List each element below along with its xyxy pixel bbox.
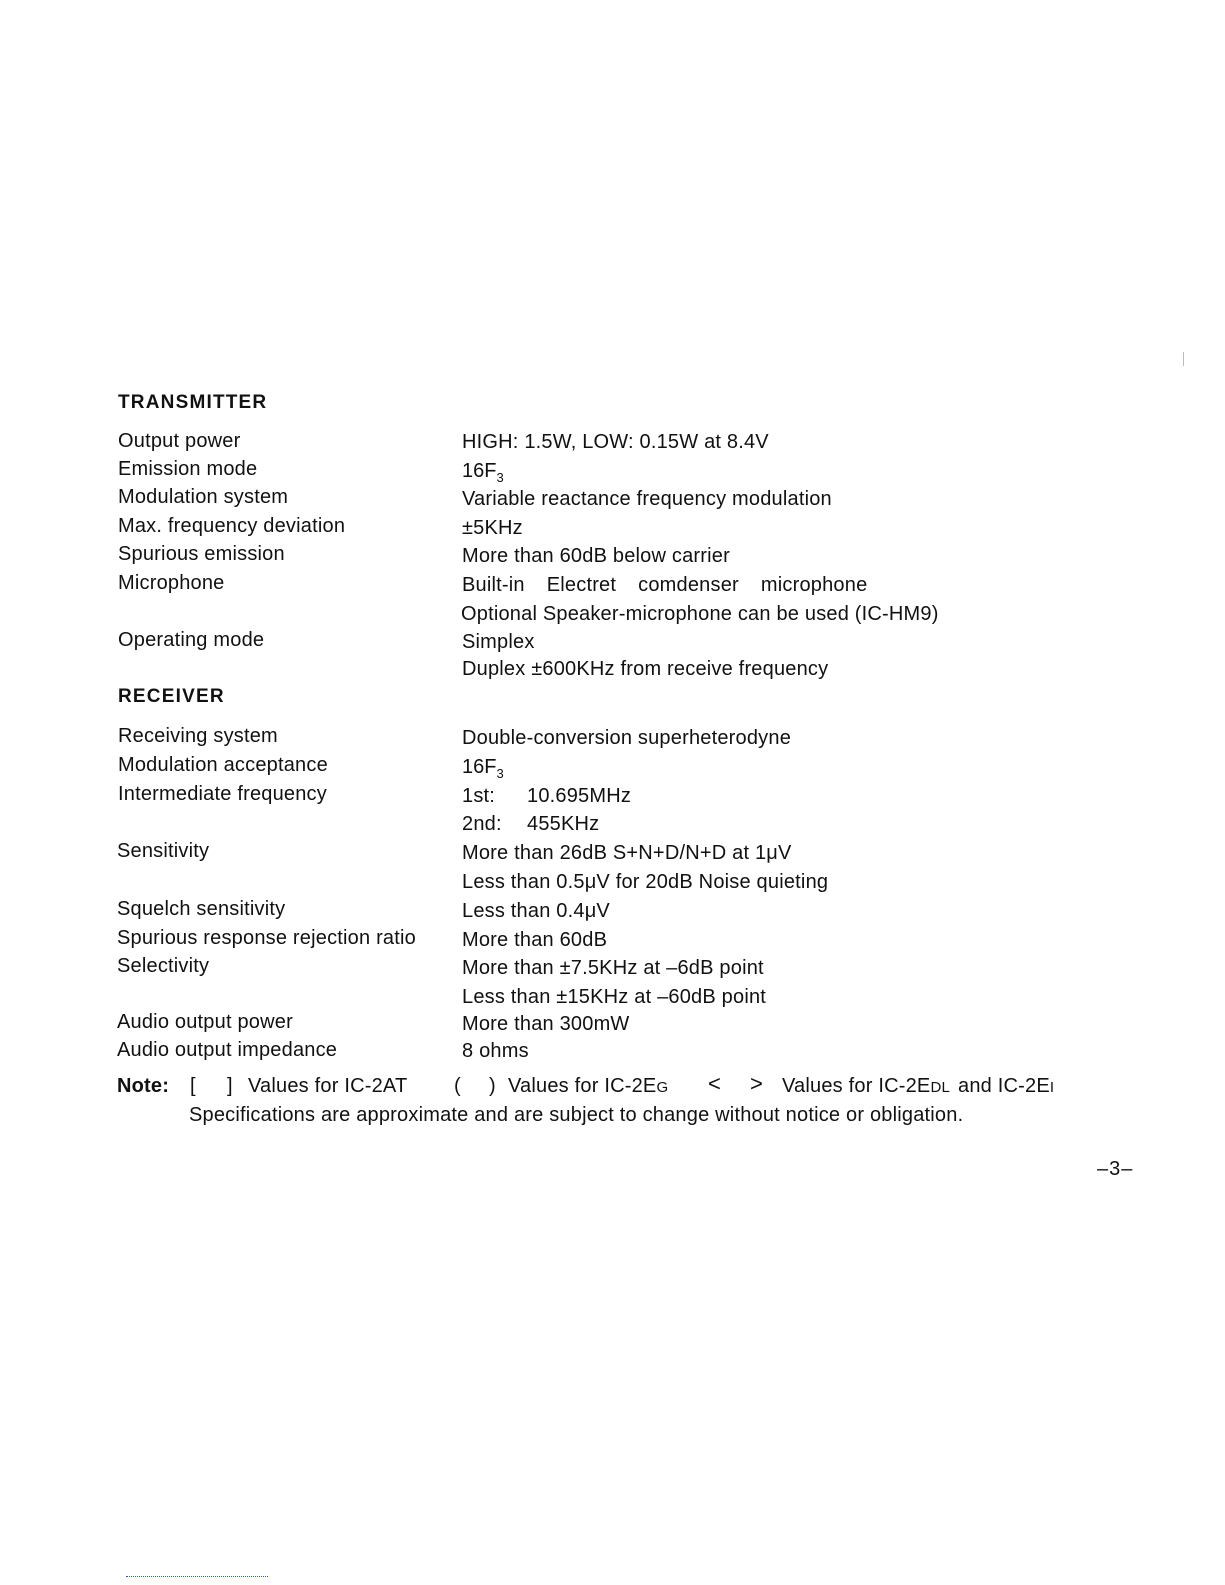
- note-paren-text-main: Values for IC-2E: [508, 1075, 657, 1097]
- value-sensitivity-2: Less than 0.5μV for 20dB Noise quieting: [462, 871, 829, 893]
- note-bracket-text: Values for IC-2AT: [248, 1075, 408, 1097]
- note-paren-text-suffix: G: [656, 1079, 669, 1096]
- label-spurious-emission: Spurious emission: [118, 543, 285, 565]
- value-operating-mode-duplex: Duplex ±600KHz from receive frequency: [462, 658, 829, 680]
- value-audio-output-power: More than 300mW: [462, 1013, 630, 1035]
- modulation-acceptance-main: 16F: [462, 756, 497, 778]
- value-squelch-sensitivity: Less than 0.4μV: [462, 900, 610, 922]
- emission-mode-main: 16F: [462, 460, 497, 482]
- note-angle-open: <: [708, 1071, 722, 1096]
- if-second-label: 2nd:: [462, 813, 502, 835]
- label-selectivity: Selectivity: [117, 955, 210, 977]
- note-paren-open: (: [454, 1075, 461, 1097]
- label-audio-output-impedance: Audio output impedance: [117, 1039, 338, 1061]
- label-audio-output-power: Audio output power: [117, 1011, 293, 1033]
- label-operating-mode: Operating mode: [118, 629, 265, 651]
- if-first-label: 1st:: [462, 785, 496, 807]
- note-bracket-open: [: [190, 1075, 196, 1097]
- note-label: Note:: [117, 1075, 170, 1097]
- microphone-word-3: comdenser: [638, 574, 739, 596]
- if-second-value: 455KHz: [527, 813, 600, 835]
- label-modulation-acceptance: Modulation acceptance: [118, 754, 328, 776]
- value-microphone-optional: Optional Speaker-microphone can be used (IC-HM9): [461, 603, 939, 625]
- value-output-power: HIGH: 1.5W, LOW: 0.15W at 8.4V: [462, 431, 769, 453]
- modulation-acceptance-sub: 3: [496, 766, 504, 781]
- emission-mode-sub: 3: [496, 470, 504, 485]
- note-angle-text-and: and IC-2E: [958, 1075, 1050, 1097]
- value-sensitivity-1: More than 26dB S+N+D/N+D at 1μV: [462, 842, 792, 864]
- if-first-value: 10.695MHz: [527, 785, 632, 807]
- value-max-frequency-deviation: ±5KHz: [462, 517, 523, 539]
- value-audio-output-impedance: 8 ohms: [462, 1040, 529, 1062]
- value-receiving-system: Double-conversion superheterodyne: [462, 727, 792, 749]
- value-modulation-system: Variable reactance frequency modulation: [462, 488, 832, 510]
- value-spurious-emission: More than 60dB below carrier: [462, 545, 730, 567]
- microphone-word-1: Built-in: [462, 574, 525, 596]
- scan-speck: [1183, 352, 1184, 366]
- label-modulation-system: Modulation system: [118, 486, 289, 508]
- microphone-word-4: microphone: [760, 574, 868, 596]
- label-microphone: Microphone: [118, 572, 225, 594]
- value-selectivity-1: More than ±7.5KHz at –6dB point: [462, 957, 764, 979]
- label-emission-mode: Emission mode: [118, 458, 258, 480]
- label-receiving-system: Receiving system: [118, 725, 278, 747]
- scan-edge-line: [126, 1576, 268, 1577]
- microphone-word-2: Electret: [546, 574, 617, 596]
- note-angle-text: [782, 1074, 1054, 1100]
- label-intermediate-frequency: Intermediate frequency: [118, 783, 327, 805]
- value-selectivity-2: Less than ±15KHz at –60dB point: [462, 986, 767, 1008]
- note-angle-text-last: I: [1049, 1079, 1055, 1096]
- note-paren-text: [508, 1074, 668, 1100]
- page-number: –3–: [1097, 1158, 1134, 1180]
- value-emission-mode: [462, 459, 504, 490]
- note-angle-close: >: [750, 1071, 764, 1096]
- value-operating-mode-simplex: Simplex: [462, 631, 535, 653]
- label-sensitivity: Sensitivity: [117, 840, 210, 862]
- value-modulation-acceptance: [462, 755, 504, 786]
- value-spurious-response-rejection: More than 60dB: [462, 929, 608, 951]
- label-output-power: Output power: [118, 430, 241, 452]
- value-microphone: [462, 573, 867, 597]
- note-paren-close: ): [489, 1075, 496, 1097]
- note-spec-line: Specifications are approximate and are subject to change without notice or obligation.: [189, 1104, 964, 1126]
- note-angle-text-suffix: DL: [930, 1079, 951, 1096]
- note-bracket-close: ]: [227, 1075, 233, 1097]
- receiver-heading: RECEIVER: [118, 686, 225, 707]
- label-squelch-sensitivity: Squelch sensitivity: [117, 898, 286, 920]
- label-max-frequency-deviation: Max. frequency deviation: [118, 515, 346, 537]
- label-spurious-response-rejection: Spurious response rejection ratio: [117, 927, 416, 949]
- transmitter-heading: TRANSMITTER: [118, 392, 268, 413]
- note-angle-text-main: Values for IC-2E: [782, 1075, 931, 1097]
